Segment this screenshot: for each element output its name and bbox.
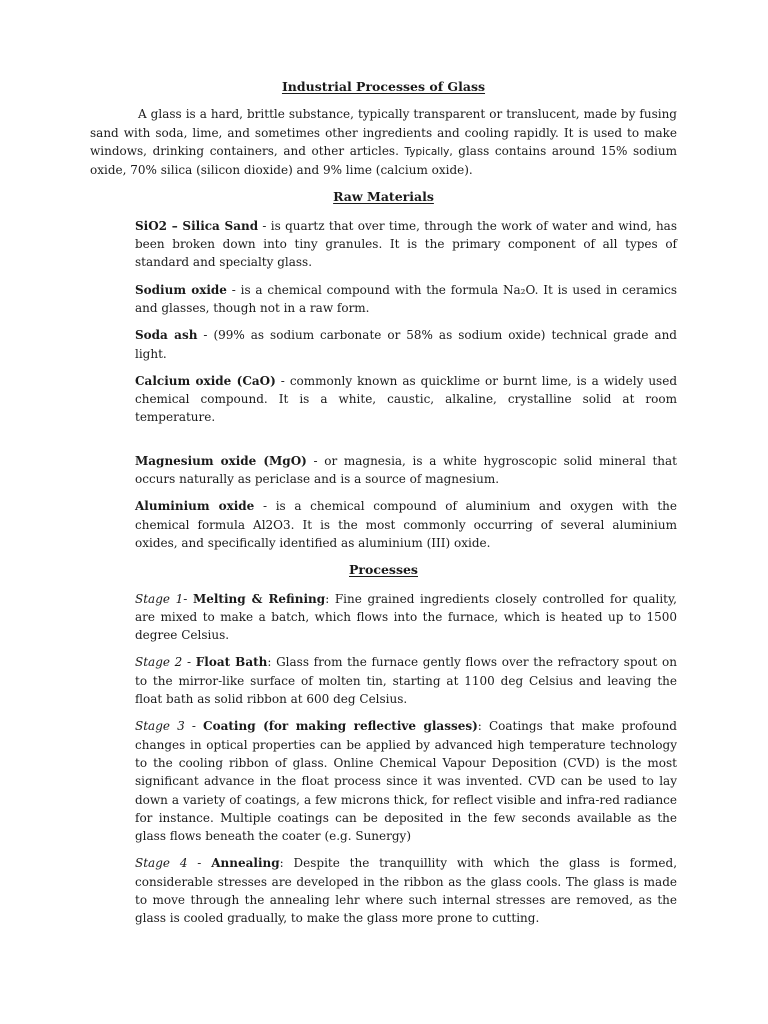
raw-material-silica bbox=[135, 217, 677, 272]
document-body bbox=[90, 78, 677, 928]
raw-material-aluminium-oxide bbox=[135, 497, 677, 552]
intro-text-2: glass contains around 15% sodium oxide, 70% silica (silicon dioxide) and 9% lime (calcium oxide). bbox=[90, 143, 677, 178]
raw-material-desc: - or magnesia, is a white hygroscopic solid mineral that occurs naturally as periclase and is a source of magnesium. bbox=[135, 453, 678, 487]
raw-material-desc: - is a chemical compound with the formula Na₂O. It is used in ceramics and glasses, though not in a raw form. bbox=[135, 282, 677, 315]
stage-name: Coating (for making reflective glasses) bbox=[203, 719, 478, 734]
raw-materials-heading: Raw Materials bbox=[333, 189, 434, 205]
raw-material-term: Magnesium oxide (MgO) bbox=[135, 453, 307, 468]
stage-name: Melting & Refining bbox=[192, 591, 326, 606]
process-stage-4 bbox=[135, 854, 677, 927]
stage-separator: - bbox=[184, 719, 204, 734]
intro-paragraph bbox=[90, 105, 677, 179]
raw-material-desc: - is a chemical compound of aluminium and oxygen with the chemical formula Al2O3. It is the most commonly occurring of several aluminium oxides, and specifically identified as aluminium (III) oxide. bbox=[135, 499, 678, 550]
stage-separator: - bbox=[182, 655, 196, 670]
stage-label: Stage 1 bbox=[135, 591, 184, 606]
stage-desc: : Fine grained ingredients closely controlled for quality, are mixed to make a batch, which flows into the furnace, which is heated up to 1500 degree Celsius. bbox=[135, 591, 677, 643]
raw-material-desc: - (99% as sodium carbonate or 58% as sodium oxide) technical grade and light. bbox=[135, 328, 677, 361]
intro-text-1: A glass is a hard, brittle substance, typically transparent or translucent, made by fusing sand with soda, lime, and sometimes other ingredients and cooling rapidly. It is used to make windows, drinking containers, and other articles. bbox=[90, 107, 677, 158]
raw-material-desc: - commonly known as quicklime or burnt lime, is a widely used chemical compound. It is a white, caustic, alkaline, crystalline solid at room temperature. bbox=[135, 373, 677, 425]
stage-separator: - bbox=[183, 591, 193, 606]
intro-typically: Typically, bbox=[404, 145, 453, 158]
raw-material-desc: - is quartz that over time, through the work of water and wind, has been broken down into tiny granules. It is the primary component of all types of standard and specialty glass. bbox=[135, 218, 677, 270]
process-stage-3 bbox=[135, 717, 677, 845]
stage-desc: : Coatings that make profound changes in optical properties can be applied by advanced high temperature technology to the cooling ribbon of glass. Online Chemical Vapour Deposition (CVD) is the most significant advance in the float process since it was invented. CVD can be used to lay down a variety of coatings, a few microns thick, for reflect visible and infra-red radiance for instance. Multiple coatings can be deposited in the few seconds available as the glass flows beneath the coater (e.g. Sunergy) bbox=[135, 719, 677, 844]
stage-desc: : Glass from the furnace gently flows over the refractory spout on to the mirror-like surface of molten tin, starting at 1100 deg Celsius and leaving the float bath as solid ribbon at 600 deg Celsius. bbox=[135, 655, 677, 707]
stage-label: Stage 2 bbox=[135, 655, 183, 670]
processes-heading: Processes bbox=[349, 562, 418, 578]
raw-material-soda-ash bbox=[135, 326, 677, 363]
stage-label: Stage 3 bbox=[135, 719, 185, 734]
raw-material-term: Aluminium oxide bbox=[135, 499, 255, 514]
stage-name: Float Bath bbox=[195, 655, 268, 670]
process-stage-1 bbox=[135, 590, 677, 645]
stage-separator: - bbox=[187, 856, 212, 871]
raw-material-term: Soda ash bbox=[135, 328, 198, 343]
raw-material-term: Calcium oxide (CaO) bbox=[135, 373, 276, 388]
raw-material-term: SiO2 – Silica Sand bbox=[135, 218, 259, 233]
stage-label: Stage 4 bbox=[135, 856, 188, 871]
raw-material-term: Sodium oxide bbox=[135, 282, 227, 297]
process-stage-2 bbox=[135, 653, 677, 708]
stage-name: Annealing bbox=[211, 856, 280, 871]
document-title: Industrial Processes of Glass bbox=[281, 79, 486, 94]
raw-material-magnesium-oxide bbox=[135, 452, 677, 489]
raw-material-sodium-oxide bbox=[135, 281, 677, 318]
raw-material-calcium-oxide bbox=[135, 372, 677, 427]
stage-desc: : Despite the tranquillity with which the glass is formed, considerable stresses are developed in the ribbon as the glass cools. The glass is made to move through the annealing lehr where such internal stresses are removed, as the glass is cooled gradually, to make the glass more prone to cutting. bbox=[135, 856, 678, 926]
